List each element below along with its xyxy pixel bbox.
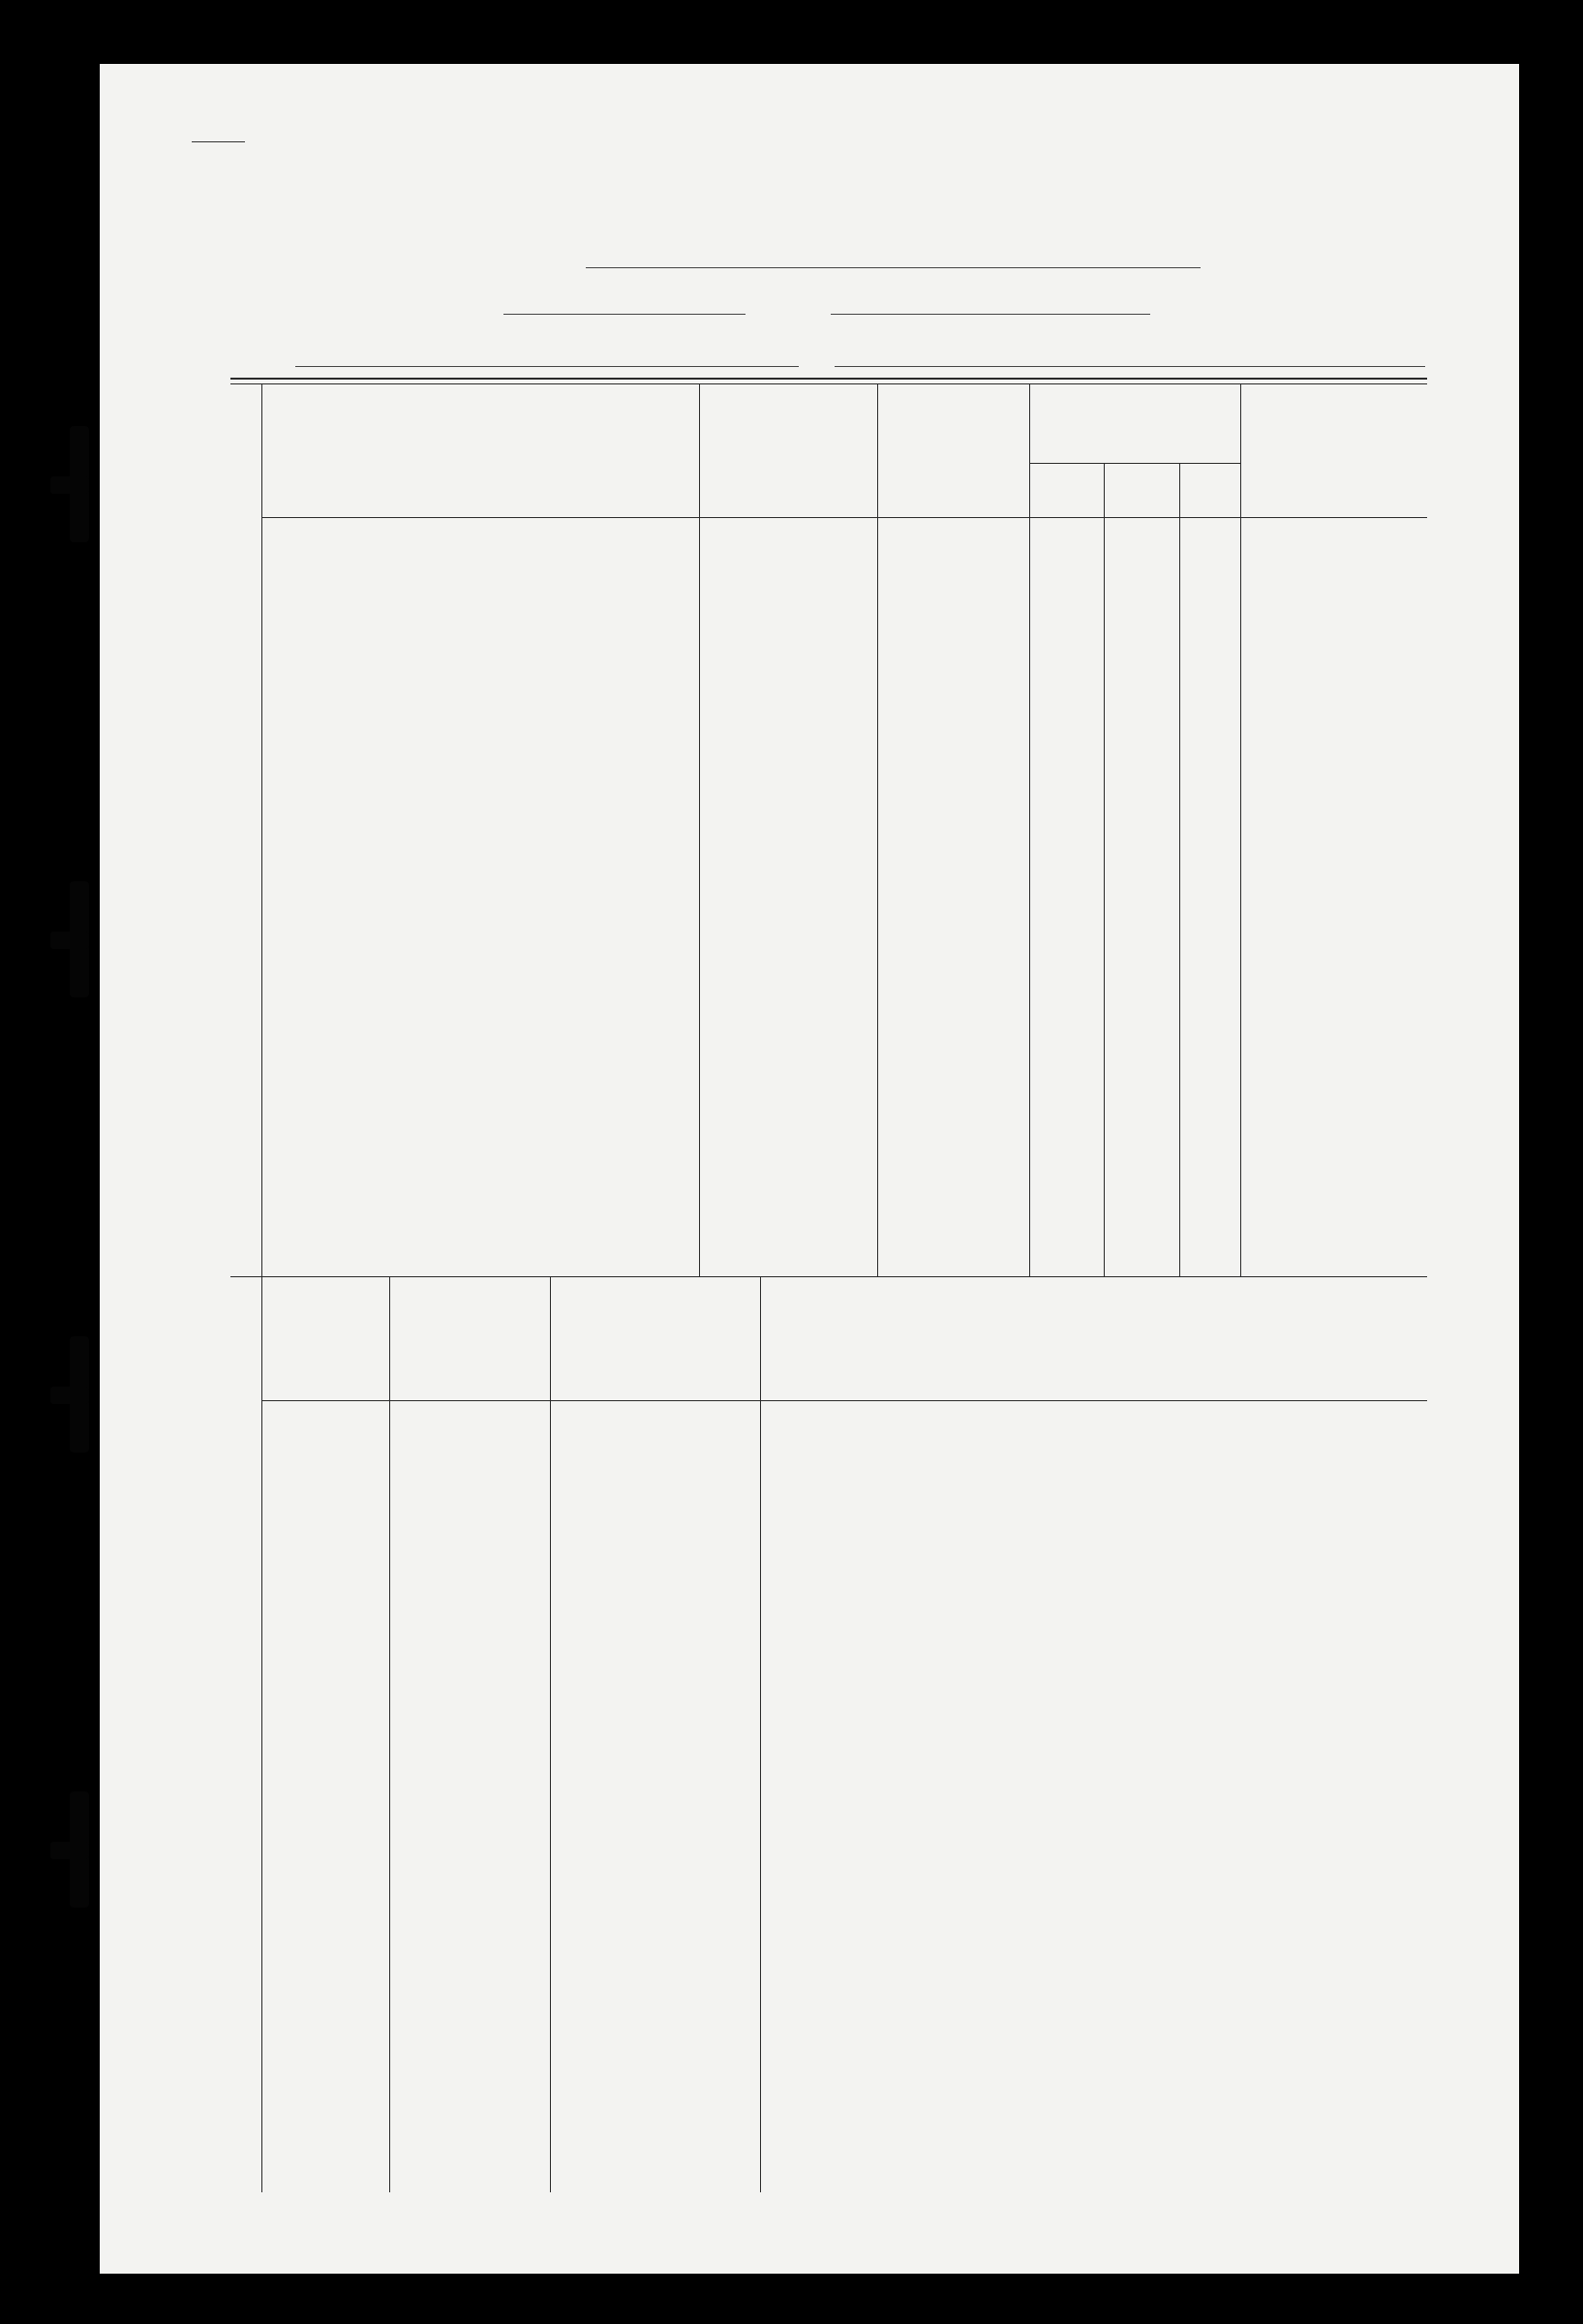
binder-clip-icon [50,881,89,997]
header-names [263,393,697,403]
header-service-number [701,393,875,403]
binder-clip-icon [50,1336,89,1452]
header-status-change [391,1294,548,1298]
binder-clip-icon [50,1791,89,1908]
printer-mark [1099,2217,1106,2226]
header-place [1242,393,1426,420]
header-branch [263,1294,387,1315]
header-enlistment-date [1031,393,1238,409]
header-occurrence-date [552,1294,758,1307]
header-rating [879,393,1027,420]
binder-clip-icon [50,426,89,542]
header-remarks [765,1294,1423,1305]
